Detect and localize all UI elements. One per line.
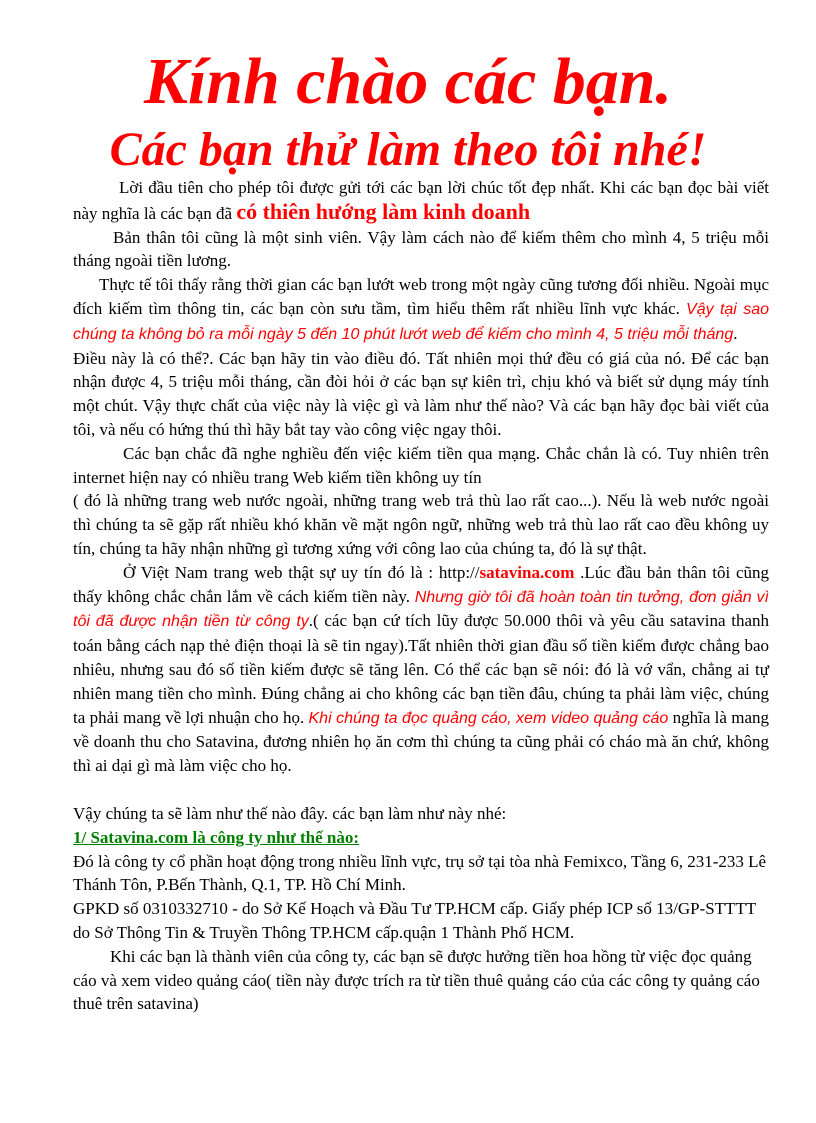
document-body bbox=[73, 176, 769, 1016]
paragraph-foreign-sites: ( đó là những trang web nước ngoài, những trang web trả thù lao rất cao...). Nếu là web nước ngoài thì chúng ta sẽ gặp rất nhiều khó khăn về mặt ngôn ngữ, những web trả thù lao rất cao đều không uy tín, chúng ta hãy nhận những gì tương xứng với công lao của chúng ta, đó là sự thật. bbox=[73, 491, 769, 558]
satavina-text-b: .Lúc đầu bản thân tôi cũng thấy không chắc chắn lắm về cách kiếm tiền này. bbox=[73, 562, 770, 606]
browsing-end: . bbox=[733, 323, 738, 343]
page-subtitle: Các bạn thử làm theo tôi nhé! bbox=[109, 123, 707, 176]
section-heading bbox=[73, 826, 769, 850]
satavina-trust-highlight: Nhưng giờ tôi đã hoàn toàn tin tưởng, đơn giản vì tôi đã được nhận tiền từ công ty bbox=[73, 588, 769, 631]
intro-highlight: có thiên hướng làm kinh doanh bbox=[236, 198, 531, 224]
paragraph-satavina bbox=[73, 561, 769, 778]
paragraph-possible: Điều này là có thể?. Các bạn hãy tin vào điều đó. Tất nhiên mọi thứ đều có giá của nó. Để các bạn nhận được 4, 5 triệu mỗi tháng, cần đòi hỏi ở các bạn sự kiên trì, chịu khó và biết sử dụng máy tính một chút. Vậy thực chất của việc này là việc gì và làm như thế nào? Và các bạn hãy đọc bài viết của tôi, và nếu có hứng thú thì hãy bắt tay vào công việc ngay thôi. bbox=[73, 348, 769, 439]
browsing-highlight: Vậy tại sao chúng ta không bỏ ra mỗi ngày 5 đến 10 phút lướt web để kiếm cho mình 4, 5 triệu mỗi tháng bbox=[73, 300, 770, 343]
satavina-link[interactable]: satavina.com bbox=[479, 562, 575, 582]
page-title: Kính chào các bạn. bbox=[143, 45, 673, 118]
satavina-text-d: nghĩa là mang về doanh thu cho Satavina, đương nhiên họ ăn cơm thì chúng ta cũng phải có cháo mà ăn chứ, không thì ai dại gì mà làm việc cho họ. bbox=[73, 707, 769, 776]
paragraph-license: GPKD số 0310332710 - do Sở Kế Hoạch và Đầu Tư TP.HCM cấp. Giấy phép ICP số 13/GP-STTTT do Sở Thông Tin & Truyền Thông TP.HCM cấp.quận 1 Thành Phố HCM. bbox=[73, 899, 756, 942]
section-heading-text: 1/ Satavina.com là công ty như thế nào: bbox=[73, 827, 359, 847]
spacer bbox=[73, 778, 769, 802]
satavina-ads-highlight: Khi chúng ta đọc quảng cáo, xem video quảng cáo bbox=[308, 709, 669, 727]
intro-text: Lời đầu tiên cho phép tôi được gửi tới các bạn lời chúc tốt đẹp nhất. Khi các bạn đọc bài viết này nghĩa là các bạn đã bbox=[73, 178, 769, 223]
satavina-text-c: .( các bạn cứ tích lũy được 50.000 thôi và yêu cầu satavina thanh toán bằng cách nạp thẻ điện thoại là sẽ tin ngay).Tất nhiên thời gian đầu số tiền kiếm được chẳng bao nhiêu, nhưng sau đó số tiền kiếm được sẽ tăng lên. Có thể các bạn sẽ nói: đó là vớ vẩn, chẳng ai tự nhiên mang tiền cho mình. Đúng chẳng ai cho không các bạn tiền đâu, chúng ta phải làm việc, chúng ta phải mang về lợi nhuận cho họ. bbox=[73, 611, 770, 727]
browsing-text: Thực tế tôi thấy rằng thời gian các bạn lướt web trong một ngày cũng tương đối nhiều. Ngoài mục đích kiếm tìm thông tin, các bạn còn sưu tầm, tìm hiểu thêm rất nhiều lĩnh vực khác. bbox=[73, 275, 769, 318]
paragraph-commission: Khi các bạn là thành viên của công ty, các bạn sẽ được hưởng tiền hoa hồng từ việc đọc quảng cáo và xem video quảng cáo( tiền này được trích ra từ tiền thuê quảng cáo của các công ty quảng cáo thuê trên satavina) bbox=[73, 946, 760, 1014]
paragraph-intro bbox=[73, 176, 769, 226]
paragraph-browsing bbox=[73, 273, 769, 346]
paragraph-how-to: Vậy chúng ta sẽ làm như thế nào đây. các bạn làm như này nhé: bbox=[73, 803, 507, 823]
paragraph-student: Bản thân tôi cũng là một sinh viên. Vậy làm cách nào để kiếm thêm cho mình 4, 5 triệu mỗi tháng ngoài tiền lương. bbox=[73, 227, 769, 271]
paragraph-online-earning: Các bạn chắc đã nghe nghiều đến việc kiếm tiền qua mạng. Chắc chắn là có. Tuy nhiên trên internet hiện nay có nhiều trang Web kiếm tiền không uy tín bbox=[73, 443, 769, 487]
paragraph-company: Đó là công ty cổ phần hoạt động trong nhiều lĩnh vực, trụ sở tại tòa nhà Femixco, Tầng 6, 231-233 Lê Thánh Tôn, P.Bến Thành, Q.1, TP. Hồ Chí Minh. bbox=[73, 851, 767, 895]
satavina-text-a: Ở Việt Nam trang web thật sự uy tín đó là : http:// bbox=[123, 562, 480, 582]
